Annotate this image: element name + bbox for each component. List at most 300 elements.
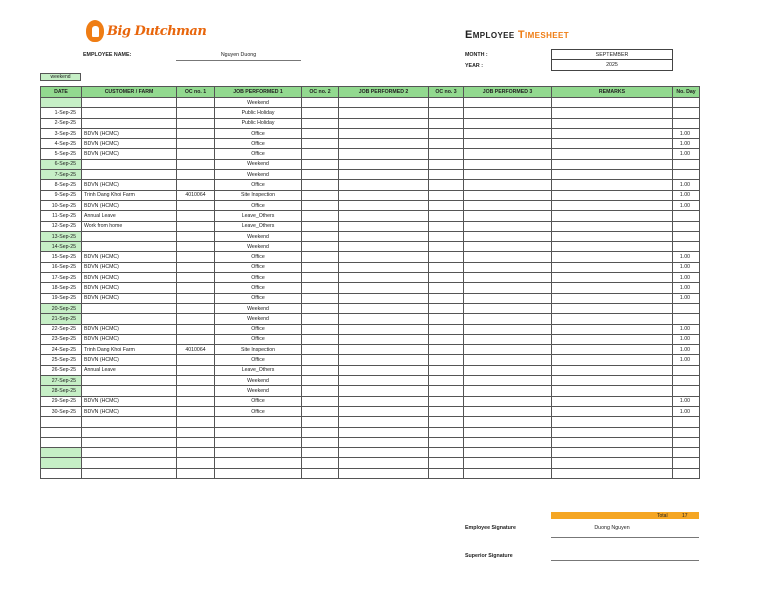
job3-cell[interactable] bbox=[464, 128, 552, 138]
customer-cell[interactable] bbox=[82, 159, 177, 169]
oc2-cell[interactable] bbox=[302, 128, 339, 138]
oc3-cell[interactable] bbox=[429, 262, 464, 272]
oc1-cell[interactable] bbox=[177, 139, 215, 149]
date-cell[interactable]: 15-Sep-25 bbox=[41, 252, 82, 262]
customer-cell[interactable]: BDVN (HCMC) bbox=[82, 293, 177, 303]
no-day-cell[interactable]: 1.00 bbox=[673, 406, 700, 416]
date-cell[interactable] bbox=[41, 98, 82, 108]
job2-cell[interactable] bbox=[339, 365, 429, 375]
job3-cell[interactable] bbox=[464, 108, 552, 118]
date-cell[interactable]: 22-Sep-25 bbox=[41, 324, 82, 334]
remarks-cell[interactable] bbox=[552, 273, 673, 283]
customer-cell[interactable]: BDVN (HCMC) bbox=[82, 200, 177, 210]
date-cell[interactable] bbox=[41, 468, 82, 478]
remarks-cell[interactable] bbox=[552, 345, 673, 355]
oc1-cell[interactable] bbox=[177, 406, 215, 416]
remarks-cell[interactable] bbox=[552, 118, 673, 128]
job1-cell[interactable] bbox=[215, 437, 302, 447]
no-day-cell[interactable] bbox=[673, 98, 700, 108]
oc1-cell[interactable] bbox=[177, 396, 215, 406]
oc2-cell[interactable] bbox=[302, 293, 339, 303]
remarks-cell[interactable] bbox=[552, 190, 673, 200]
job3-cell[interactable] bbox=[464, 242, 552, 252]
oc3-cell[interactable] bbox=[429, 458, 464, 468]
oc2-cell[interactable] bbox=[302, 458, 339, 468]
customer-cell[interactable]: BDVN (HCMC) bbox=[82, 180, 177, 190]
customer-cell[interactable] bbox=[82, 448, 177, 458]
remarks-cell[interactable] bbox=[552, 376, 673, 386]
employee-signature-value[interactable]: Duong Nguyen bbox=[594, 525, 630, 531]
job3-cell[interactable] bbox=[464, 283, 552, 293]
job1-cell[interactable]: Weekend bbox=[215, 386, 302, 396]
customer-cell[interactable]: BDVN (HCMC) bbox=[82, 149, 177, 159]
no-day-cell[interactable]: 1.00 bbox=[673, 139, 700, 149]
job1-cell[interactable]: Weekend bbox=[215, 376, 302, 386]
job3-cell[interactable] bbox=[464, 386, 552, 396]
oc2-cell[interactable] bbox=[302, 314, 339, 324]
job2-cell[interactable] bbox=[339, 324, 429, 334]
oc1-cell[interactable] bbox=[177, 128, 215, 138]
job3-cell[interactable] bbox=[464, 200, 552, 210]
no-day-cell[interactable] bbox=[673, 108, 700, 118]
oc1-cell[interactable] bbox=[177, 427, 215, 437]
no-day-cell[interactable] bbox=[673, 211, 700, 221]
job1-cell[interactable]: Office bbox=[215, 139, 302, 149]
oc3-cell[interactable] bbox=[429, 211, 464, 221]
job2-cell[interactable] bbox=[339, 396, 429, 406]
oc3-cell[interactable] bbox=[429, 170, 464, 180]
job2-cell[interactable] bbox=[339, 458, 429, 468]
customer-cell[interactable]: BDVN (HCMC) bbox=[82, 262, 177, 272]
oc3-cell[interactable] bbox=[429, 108, 464, 118]
oc1-cell[interactable] bbox=[177, 458, 215, 468]
oc3-cell[interactable] bbox=[429, 231, 464, 241]
no-day-cell[interactable] bbox=[673, 376, 700, 386]
oc3-cell[interactable] bbox=[429, 252, 464, 262]
customer-cell[interactable]: BDVN (HCMC) bbox=[82, 406, 177, 416]
oc3-cell[interactable] bbox=[429, 139, 464, 149]
oc1-cell[interactable] bbox=[177, 200, 215, 210]
oc3-cell[interactable] bbox=[429, 468, 464, 478]
job1-cell[interactable]: Leave_Others bbox=[215, 221, 302, 231]
job2-cell[interactable] bbox=[339, 273, 429, 283]
job1-cell[interactable]: Public Holiday bbox=[215, 108, 302, 118]
job2-cell[interactable] bbox=[339, 149, 429, 159]
no-day-cell[interactable]: 1.00 bbox=[673, 345, 700, 355]
date-cell[interactable]: 21-Sep-25 bbox=[41, 314, 82, 324]
remarks-cell[interactable] bbox=[552, 139, 673, 149]
no-day-cell[interactable] bbox=[673, 386, 700, 396]
no-day-cell[interactable]: 1.00 bbox=[673, 293, 700, 303]
job1-cell[interactable]: Weekend bbox=[215, 242, 302, 252]
oc1-cell[interactable] bbox=[177, 448, 215, 458]
job2-cell[interactable] bbox=[339, 355, 429, 365]
date-cell[interactable]: 2-Sep-25 bbox=[41, 118, 82, 128]
oc2-cell[interactable] bbox=[302, 345, 339, 355]
customer-cell[interactable] bbox=[82, 314, 177, 324]
oc3-cell[interactable] bbox=[429, 334, 464, 344]
job3-cell[interactable] bbox=[464, 324, 552, 334]
remarks-cell[interactable] bbox=[552, 211, 673, 221]
no-day-cell[interactable]: 1.00 bbox=[673, 190, 700, 200]
oc3-cell[interactable] bbox=[429, 437, 464, 447]
no-day-cell[interactable] bbox=[673, 365, 700, 375]
no-day-cell[interactable] bbox=[673, 303, 700, 313]
oc1-cell[interactable] bbox=[177, 262, 215, 272]
customer-cell[interactable]: BDVN (HCMC) bbox=[82, 252, 177, 262]
oc2-cell[interactable] bbox=[302, 355, 339, 365]
date-cell[interactable]: 10-Sep-25 bbox=[41, 200, 82, 210]
job3-cell[interactable] bbox=[464, 468, 552, 478]
customer-cell[interactable] bbox=[82, 427, 177, 437]
oc2-cell[interactable] bbox=[302, 386, 339, 396]
customer-cell[interactable]: Trinh Dang Khoi Farm bbox=[82, 190, 177, 200]
job1-cell[interactable]: Weekend bbox=[215, 98, 302, 108]
job1-cell[interactable] bbox=[215, 468, 302, 478]
date-cell[interactable]: 19-Sep-25 bbox=[41, 293, 82, 303]
job2-cell[interactable] bbox=[339, 98, 429, 108]
remarks-cell[interactable] bbox=[552, 170, 673, 180]
oc2-cell[interactable] bbox=[302, 334, 339, 344]
oc2-cell[interactable] bbox=[302, 221, 339, 231]
job3-cell[interactable] bbox=[464, 314, 552, 324]
date-cell[interactable]: 20-Sep-25 bbox=[41, 303, 82, 313]
oc1-cell[interactable]: 4010064 bbox=[177, 190, 215, 200]
oc2-cell[interactable] bbox=[302, 190, 339, 200]
no-day-cell[interactable] bbox=[673, 437, 700, 447]
job3-cell[interactable] bbox=[464, 252, 552, 262]
oc1-cell[interactable] bbox=[177, 149, 215, 159]
remarks-cell[interactable] bbox=[552, 458, 673, 468]
remarks-cell[interactable] bbox=[552, 355, 673, 365]
date-cell[interactable]: 4-Sep-25 bbox=[41, 139, 82, 149]
oc3-cell[interactable] bbox=[429, 303, 464, 313]
oc3-cell[interactable] bbox=[429, 128, 464, 138]
customer-cell[interactable]: Annual Leave bbox=[82, 365, 177, 375]
remarks-cell[interactable] bbox=[552, 427, 673, 437]
no-day-cell[interactable] bbox=[673, 427, 700, 437]
no-day-cell[interactable]: 1.00 bbox=[673, 128, 700, 138]
oc2-cell[interactable] bbox=[302, 448, 339, 458]
customer-cell[interactable] bbox=[82, 376, 177, 386]
oc3-cell[interactable] bbox=[429, 293, 464, 303]
oc2-cell[interactable] bbox=[302, 283, 339, 293]
customer-cell[interactable] bbox=[82, 242, 177, 252]
job2-cell[interactable] bbox=[339, 334, 429, 344]
job2-cell[interactable] bbox=[339, 283, 429, 293]
oc1-cell[interactable] bbox=[177, 417, 215, 427]
customer-cell[interactable]: BDVN (HCMC) bbox=[82, 355, 177, 365]
job2-cell[interactable] bbox=[339, 386, 429, 396]
job1-cell[interactable]: Office bbox=[215, 149, 302, 159]
no-day-cell[interactable]: 1.00 bbox=[673, 200, 700, 210]
no-day-cell[interactable] bbox=[673, 242, 700, 252]
oc2-cell[interactable] bbox=[302, 437, 339, 447]
date-cell[interactable]: 1-Sep-25 bbox=[41, 108, 82, 118]
no-day-cell[interactable]: 1.00 bbox=[673, 355, 700, 365]
customer-cell[interactable] bbox=[82, 458, 177, 468]
no-day-cell[interactable] bbox=[673, 170, 700, 180]
no-day-cell[interactable] bbox=[673, 231, 700, 241]
oc1-cell[interactable] bbox=[177, 98, 215, 108]
oc3-cell[interactable] bbox=[429, 180, 464, 190]
no-day-cell[interactable]: 1.00 bbox=[673, 283, 700, 293]
customer-cell[interactable]: BDVN (HCMC) bbox=[82, 396, 177, 406]
job3-cell[interactable] bbox=[464, 427, 552, 437]
oc3-cell[interactable] bbox=[429, 159, 464, 169]
job3-cell[interactable] bbox=[464, 190, 552, 200]
job2-cell[interactable] bbox=[339, 242, 429, 252]
job2-cell[interactable] bbox=[339, 314, 429, 324]
remarks-cell[interactable] bbox=[552, 324, 673, 334]
remarks-cell[interactable] bbox=[552, 283, 673, 293]
job1-cell[interactable]: Weekend bbox=[215, 170, 302, 180]
oc1-cell[interactable] bbox=[177, 118, 215, 128]
job2-cell[interactable] bbox=[339, 406, 429, 416]
job2-cell[interactable] bbox=[339, 170, 429, 180]
job3-cell[interactable] bbox=[464, 149, 552, 159]
oc2-cell[interactable] bbox=[302, 180, 339, 190]
job1-cell[interactable]: Office bbox=[215, 273, 302, 283]
oc1-cell[interactable] bbox=[177, 334, 215, 344]
customer-cell[interactable] bbox=[82, 468, 177, 478]
remarks-cell[interactable] bbox=[552, 108, 673, 118]
date-cell[interactable]: 14-Sep-25 bbox=[41, 242, 82, 252]
job3-cell[interactable] bbox=[464, 437, 552, 447]
job1-cell[interactable]: Site Inspection bbox=[215, 345, 302, 355]
job3-cell[interactable] bbox=[464, 458, 552, 468]
job3-cell[interactable] bbox=[464, 303, 552, 313]
job3-cell[interactable] bbox=[464, 355, 552, 365]
no-day-cell[interactable] bbox=[673, 468, 700, 478]
date-cell[interactable]: 29-Sep-25 bbox=[41, 396, 82, 406]
no-day-cell[interactable] bbox=[673, 417, 700, 427]
job2-cell[interactable] bbox=[339, 139, 429, 149]
customer-cell[interactable] bbox=[82, 118, 177, 128]
date-cell[interactable] bbox=[41, 458, 82, 468]
job2-cell[interactable] bbox=[339, 468, 429, 478]
job1-cell[interactable]: Weekend bbox=[215, 314, 302, 324]
job1-cell[interactable]: Office bbox=[215, 128, 302, 138]
oc3-cell[interactable] bbox=[429, 190, 464, 200]
job3-cell[interactable] bbox=[464, 273, 552, 283]
job3-cell[interactable] bbox=[464, 98, 552, 108]
oc2-cell[interactable] bbox=[302, 242, 339, 252]
oc3-cell[interactable] bbox=[429, 118, 464, 128]
date-cell[interactable]: 11-Sep-25 bbox=[41, 211, 82, 221]
oc1-cell[interactable] bbox=[177, 211, 215, 221]
date-cell[interactable]: 13-Sep-25 bbox=[41, 231, 82, 241]
oc1-cell[interactable] bbox=[177, 324, 215, 334]
oc3-cell[interactable] bbox=[429, 149, 464, 159]
oc3-cell[interactable] bbox=[429, 396, 464, 406]
oc3-cell[interactable] bbox=[429, 448, 464, 458]
job2-cell[interactable] bbox=[339, 262, 429, 272]
oc1-cell[interactable] bbox=[177, 314, 215, 324]
job3-cell[interactable] bbox=[464, 118, 552, 128]
oc2-cell[interactable] bbox=[302, 468, 339, 478]
oc3-cell[interactable] bbox=[429, 376, 464, 386]
job1-cell[interactable]: Office bbox=[215, 252, 302, 262]
customer-cell[interactable] bbox=[82, 303, 177, 313]
job2-cell[interactable] bbox=[339, 293, 429, 303]
oc1-cell[interactable] bbox=[177, 159, 215, 169]
oc3-cell[interactable] bbox=[429, 386, 464, 396]
job3-cell[interactable] bbox=[464, 221, 552, 231]
oc2-cell[interactable] bbox=[302, 406, 339, 416]
job3-cell[interactable] bbox=[464, 211, 552, 221]
oc1-cell[interactable] bbox=[177, 221, 215, 231]
customer-cell[interactable] bbox=[82, 170, 177, 180]
remarks-cell[interactable] bbox=[552, 149, 673, 159]
no-day-cell[interactable] bbox=[673, 458, 700, 468]
job3-cell[interactable] bbox=[464, 365, 552, 375]
remarks-cell[interactable] bbox=[552, 180, 673, 190]
job2-cell[interactable] bbox=[339, 190, 429, 200]
job2-cell[interactable] bbox=[339, 231, 429, 241]
date-cell[interactable]: 27-Sep-25 bbox=[41, 376, 82, 386]
job2-cell[interactable] bbox=[339, 118, 429, 128]
job2-cell[interactable] bbox=[339, 108, 429, 118]
remarks-cell[interactable] bbox=[552, 221, 673, 231]
job1-cell[interactable] bbox=[215, 448, 302, 458]
no-day-cell[interactable] bbox=[673, 159, 700, 169]
job1-cell[interactable]: Leave_Others bbox=[215, 365, 302, 375]
job3-cell[interactable] bbox=[464, 417, 552, 427]
job2-cell[interactable] bbox=[339, 252, 429, 262]
oc3-cell[interactable] bbox=[429, 324, 464, 334]
job1-cell[interactable]: Office bbox=[215, 324, 302, 334]
job3-cell[interactable] bbox=[464, 231, 552, 241]
remarks-cell[interactable] bbox=[552, 159, 673, 169]
oc1-cell[interactable] bbox=[177, 273, 215, 283]
remarks-cell[interactable] bbox=[552, 314, 673, 324]
year-field[interactable]: 2025 bbox=[551, 60, 673, 71]
job3-cell[interactable] bbox=[464, 376, 552, 386]
oc3-cell[interactable] bbox=[429, 200, 464, 210]
job2-cell[interactable] bbox=[339, 448, 429, 458]
oc2-cell[interactable] bbox=[302, 98, 339, 108]
date-cell[interactable]: 25-Sep-25 bbox=[41, 355, 82, 365]
job1-cell[interactable] bbox=[215, 458, 302, 468]
job2-cell[interactable] bbox=[339, 303, 429, 313]
job1-cell[interactable]: Office bbox=[215, 293, 302, 303]
customer-cell[interactable]: Annual Leave bbox=[82, 211, 177, 221]
customer-cell[interactable]: BDVN (HCMC) bbox=[82, 283, 177, 293]
oc2-cell[interactable] bbox=[302, 231, 339, 241]
oc2-cell[interactable] bbox=[302, 273, 339, 283]
job3-cell[interactable] bbox=[464, 345, 552, 355]
oc2-cell[interactable] bbox=[302, 149, 339, 159]
remarks-cell[interactable] bbox=[552, 98, 673, 108]
date-cell[interactable] bbox=[41, 437, 82, 447]
oc2-cell[interactable] bbox=[302, 417, 339, 427]
job1-cell[interactable]: Office bbox=[215, 180, 302, 190]
date-cell[interactable]: 28-Sep-25 bbox=[41, 386, 82, 396]
no-day-cell[interactable] bbox=[673, 314, 700, 324]
oc1-cell[interactable] bbox=[177, 437, 215, 447]
job3-cell[interactable] bbox=[464, 262, 552, 272]
oc2-cell[interactable] bbox=[302, 118, 339, 128]
job3-cell[interactable] bbox=[464, 180, 552, 190]
no-day-cell[interactable]: 1.00 bbox=[673, 262, 700, 272]
date-cell[interactable]: 12-Sep-25 bbox=[41, 221, 82, 231]
job2-cell[interactable] bbox=[339, 376, 429, 386]
oc1-cell[interactable] bbox=[177, 376, 215, 386]
oc2-cell[interactable] bbox=[302, 159, 339, 169]
remarks-cell[interactable] bbox=[552, 334, 673, 344]
oc2-cell[interactable] bbox=[302, 262, 339, 272]
job2-cell[interactable] bbox=[339, 200, 429, 210]
oc3-cell[interactable] bbox=[429, 365, 464, 375]
no-day-cell[interactable] bbox=[673, 118, 700, 128]
oc3-cell[interactable] bbox=[429, 273, 464, 283]
no-day-cell[interactable]: 1.00 bbox=[673, 252, 700, 262]
oc3-cell[interactable] bbox=[429, 221, 464, 231]
oc3-cell[interactable] bbox=[429, 406, 464, 416]
job1-cell[interactable]: Weekend bbox=[215, 231, 302, 241]
oc3-cell[interactable] bbox=[429, 427, 464, 437]
job1-cell[interactable]: Leave_Others bbox=[215, 211, 302, 221]
remarks-cell[interactable] bbox=[552, 262, 673, 272]
oc2-cell[interactable] bbox=[302, 108, 339, 118]
date-cell[interactable]: 26-Sep-25 bbox=[41, 365, 82, 375]
date-cell[interactable] bbox=[41, 448, 82, 458]
oc1-cell[interactable] bbox=[177, 468, 215, 478]
oc2-cell[interactable] bbox=[302, 427, 339, 437]
oc1-cell[interactable] bbox=[177, 231, 215, 241]
date-cell[interactable]: 18-Sep-25 bbox=[41, 283, 82, 293]
job1-cell[interactable]: Office bbox=[215, 406, 302, 416]
job2-cell[interactable] bbox=[339, 417, 429, 427]
job1-cell[interactable]: Weekend bbox=[215, 303, 302, 313]
date-cell[interactable]: 7-Sep-25 bbox=[41, 170, 82, 180]
oc2-cell[interactable] bbox=[302, 252, 339, 262]
job2-cell[interactable] bbox=[339, 427, 429, 437]
customer-cell[interactable] bbox=[82, 386, 177, 396]
remarks-cell[interactable] bbox=[552, 303, 673, 313]
oc1-cell[interactable] bbox=[177, 293, 215, 303]
oc1-cell[interactable] bbox=[177, 170, 215, 180]
oc1-cell[interactable] bbox=[177, 303, 215, 313]
job2-cell[interactable] bbox=[339, 180, 429, 190]
remarks-cell[interactable] bbox=[552, 365, 673, 375]
oc2-cell[interactable] bbox=[302, 211, 339, 221]
remarks-cell[interactable] bbox=[552, 231, 673, 241]
remarks-cell[interactable] bbox=[552, 252, 673, 262]
oc1-cell[interactable] bbox=[177, 108, 215, 118]
date-cell[interactable]: 16-Sep-25 bbox=[41, 262, 82, 272]
no-day-cell[interactable]: 1.00 bbox=[673, 149, 700, 159]
customer-cell[interactable] bbox=[82, 98, 177, 108]
job1-cell[interactable]: Public Holiday bbox=[215, 118, 302, 128]
customer-cell[interactable] bbox=[82, 108, 177, 118]
job1-cell[interactable]: Office bbox=[215, 355, 302, 365]
oc1-cell[interactable] bbox=[177, 386, 215, 396]
no-day-cell[interactable]: 1.00 bbox=[673, 324, 700, 334]
date-cell[interactable]: 3-Sep-25 bbox=[41, 128, 82, 138]
no-day-cell[interactable] bbox=[673, 221, 700, 231]
job3-cell[interactable] bbox=[464, 139, 552, 149]
remarks-cell[interactable] bbox=[552, 468, 673, 478]
remarks-cell[interactable] bbox=[552, 437, 673, 447]
job1-cell[interactable]: Office bbox=[215, 200, 302, 210]
date-cell[interactable] bbox=[41, 427, 82, 437]
job3-cell[interactable] bbox=[464, 406, 552, 416]
date-cell[interactable]: 17-Sep-25 bbox=[41, 273, 82, 283]
oc2-cell[interactable] bbox=[302, 324, 339, 334]
job1-cell[interactable]: Office bbox=[215, 334, 302, 344]
